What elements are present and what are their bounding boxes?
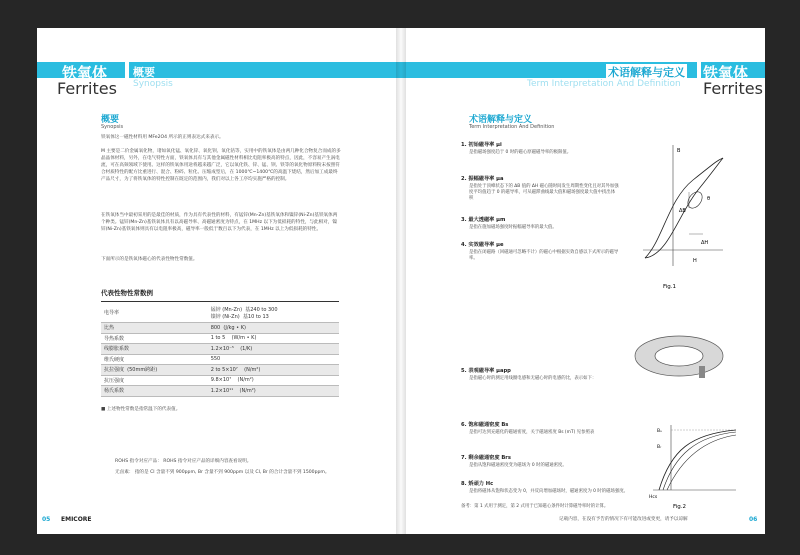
fig1-dh-label: ΔH [701, 240, 709, 246]
left-header-title-cn: 铁氧体 [62, 64, 108, 82]
term-6-text: 是指可达到充磁化的磁通密度，关于磁通密度 Bs (mT) 见参照表 [469, 430, 595, 435]
toroid-core-figure [627, 328, 737, 394]
left-para-1: 铁氧体这一磁性材料用 MFe2O4 所示的正则表达式来表示。 [101, 135, 224, 140]
fig2-bs-label: Bₛ [657, 429, 662, 434]
fig2-hcs-label: Hcs [649, 495, 658, 500]
table-row [101, 354, 339, 365]
right-band-cn: 术语解释与定义 [608, 66, 685, 79]
fig1-diagram [633, 140, 729, 292]
left-section-title: 概要 [101, 115, 120, 125]
fig2-curve-1 [659, 430, 736, 490]
property-value: 1.2×10⁻⁵ (1/K) [208, 344, 339, 355]
property-name: 比热 [101, 323, 208, 334]
property-table [101, 303, 339, 397]
left-band-en: Synopsis [133, 79, 173, 89]
right-band-en: Term Interpretation And Definition [527, 79, 681, 89]
emicore-logo: EMICORE [61, 516, 92, 523]
table-row [101, 333, 339, 344]
table-row [101, 386, 339, 397]
term-4-heading: 4. 实效磁导率 μe [461, 242, 504, 248]
right-header-title-cn: 铁氧体 [703, 64, 749, 82]
fig1-h-label: H [693, 258, 697, 264]
book-gutter [396, 28, 406, 534]
term-5-text: 是指磁心时的测定用线圈电感和无磁心时的电感的比，表示如下： [469, 376, 597, 381]
property-value: 1 to 5 (W/m • K) [208, 333, 339, 344]
right-header-title-en: Ferrites [703, 79, 763, 98]
fig1-db-label: ΔB [679, 208, 686, 214]
fig1-b-label: B [677, 148, 681, 154]
right-footer-text: 记载内容，在没有予告的情况下有可能改进或变更，请予以谅解 [559, 517, 688, 522]
left-para-3: 在铁氧体当中最初采用的是最佳的材质，作为具有代表性的材料，有锰锌(Mn-Zn)基铁氧体和镍锌(Ni-Zn)基铁氧体两个种类。锰锌(Mn-Zn)基铁氧体具有以高磁导率、高磁通密度为特点，在 1MHz 以下为低损耗的特性，与此相对，镍锌(Ni-Zn)基铁氧体则具有以电阻率极高，磁导率一般低于数百以下为代表，在 1MHz 以上为低损耗的特性。 [101, 213, 338, 232]
table-top-rule [101, 301, 339, 302]
property-value: 800 (J/kg • K) [208, 323, 339, 334]
term-7-text: 是指从饱和磁通密度变为磁场为 0 时的磁通密度。 [469, 463, 567, 468]
table-row [101, 365, 339, 376]
fig2-br-label: Bᵣ [657, 445, 662, 450]
table-row [101, 303, 339, 323]
left-header-band [129, 62, 401, 78]
term-4-text: 是指在闭磁路（回磁通可忽略不计）的磁心中根据实效自感以下式所示的磁导率。 [469, 250, 619, 261]
halogen-note: 无卤素： 指的是 Cl 含量不到 900ppm, Br 含量不到 900ppm 以及 Cl, Br 的合计含量不到 1500ppm。 [115, 470, 330, 475]
fig2-caption: Fig.2 [673, 504, 687, 510]
right-page-number: 06 [749, 516, 758, 523]
left-band-cn: 概要 [133, 66, 155, 79]
left-para-2: M 主要是二价金属氧化物，诸如氧化锰、氧化锌、氧化钡、氧化钴等，实用中的铁氧体是由两几种化合物复合而成的多晶晶体材料，另外，在电气特性方面，铁氧体具有与其他金属磁性材料相比电阻率极高的特点，因此，不容易产生涡电流，可在高频领域下使用。这样的铁氧体用途将越来越广泛，它以氧化铁、锌、锰、钡、铁等的氧化物原料粉末按照符合材质特性的配方比重进行、混合、粉碎、粒化、压缩成型后，在 1000℃~1400℃的高温下烧结，然后加工成最终产品尺寸，为了将铁氧体的特性控制在既定的范围内，我们对以上各工序均实施严格的控制。 [101, 149, 341, 182]
term-5-heading: 5. 表观磁导率 μapp [461, 368, 511, 374]
right-section-sub: Term Interpretation And Definition [469, 124, 555, 130]
property-value: 2 to 5×10⁷ (N/m²) [208, 365, 339, 376]
right-page [401, 28, 765, 534]
term-3-text: 是指在施加磁场强度时振幅磁导率的最大值。 [469, 225, 557, 230]
property-value: 9.8×10⁷ (N/m²) [208, 375, 339, 386]
term-7-heading: 7. 剩余磁通密度 Brs [461, 455, 511, 461]
fig1-theta-label: θ [707, 196, 711, 202]
toroid-inner [655, 346, 703, 366]
rohs-note: ROHS 指令对应产品： ROHS 指令对应产品的详细内容查看说明。 [115, 459, 252, 464]
term-8-text: 是指将磁体从饱和状态变为 0，并反向增加磁场时，磁通密度为 0 时的磁场强度。 [469, 489, 629, 494]
left-page-number: 05 [42, 516, 51, 523]
fig1-minor-loop [685, 189, 705, 211]
property-value: 1.2×10¹¹ (N/m²) [208, 386, 339, 397]
fig2-curve-2 [663, 432, 736, 490]
table-row [101, 344, 339, 355]
fig1-caption: Fig.1 [663, 284, 677, 290]
term-6-heading: 6. 饱和磁通密度 Bs [461, 422, 509, 428]
right-section-title: 术语解释与定义 [469, 115, 533, 125]
left-para-4: 下面所示的是铁氧体磁心的代表性物性常数值。 [101, 257, 198, 262]
term-1-heading: 1. 初始磁导率 μi [461, 142, 502, 148]
table-title: 代表性物性常数例 [101, 289, 153, 297]
table-row [101, 323, 339, 334]
term-2-heading: 2. 振幅磁导率 μa [461, 176, 504, 182]
table-row [101, 375, 339, 386]
property-name: 维氏硬度 [101, 354, 208, 365]
term-2-text: 是指处于顶峰状态下的 ΔB 值的 ΔH 磁心随时间发生周期性变化且对其外加强度平均值趋于 0 的磁导率，可从磁滞曲线最大值和磁场强度最大值中找出体积 [469, 184, 619, 201]
left-header-title-en: Ferrites [57, 79, 117, 98]
left-section-sub: Synopsis [101, 124, 124, 130]
property-name: 杨氏系数 [101, 386, 208, 397]
property-value: 锰锌 (Mn-Zn) 基240 to 300 镍锌 (Ni-Zn) 基10 to 13 [208, 303, 339, 323]
term-3-heading: 3. 最大透磁率 μm [461, 217, 506, 223]
property-name: 导热系数 [101, 333, 208, 344]
fig2-curve-3 [667, 435, 736, 490]
table-note: ■ 上述物性常数是指常温下的代表值。 [101, 407, 181, 412]
property-name: 抗拉强度 (50mm跨距) [101, 365, 208, 376]
toroid-section [699, 366, 705, 378]
fig2-diagram [641, 420, 741, 510]
left-page [37, 28, 401, 534]
term-8-heading: 8. 矫顽力 Hc [461, 481, 494, 487]
property-name: 抗压强度 [101, 375, 208, 386]
property-name: 电导率 [101, 303, 208, 323]
term-1-text: 是指磁场强度趋于 0 时的磁心原磁磁导率的极限值。 [469, 150, 572, 155]
remark-note: 备考：第 1 式用于测定，第 2 式用于已知磁心条件时计算磁导率时的计算。 [461, 504, 609, 509]
property-value: 550 [208, 354, 339, 365]
property-name: 线膨胀系数 [101, 344, 208, 355]
